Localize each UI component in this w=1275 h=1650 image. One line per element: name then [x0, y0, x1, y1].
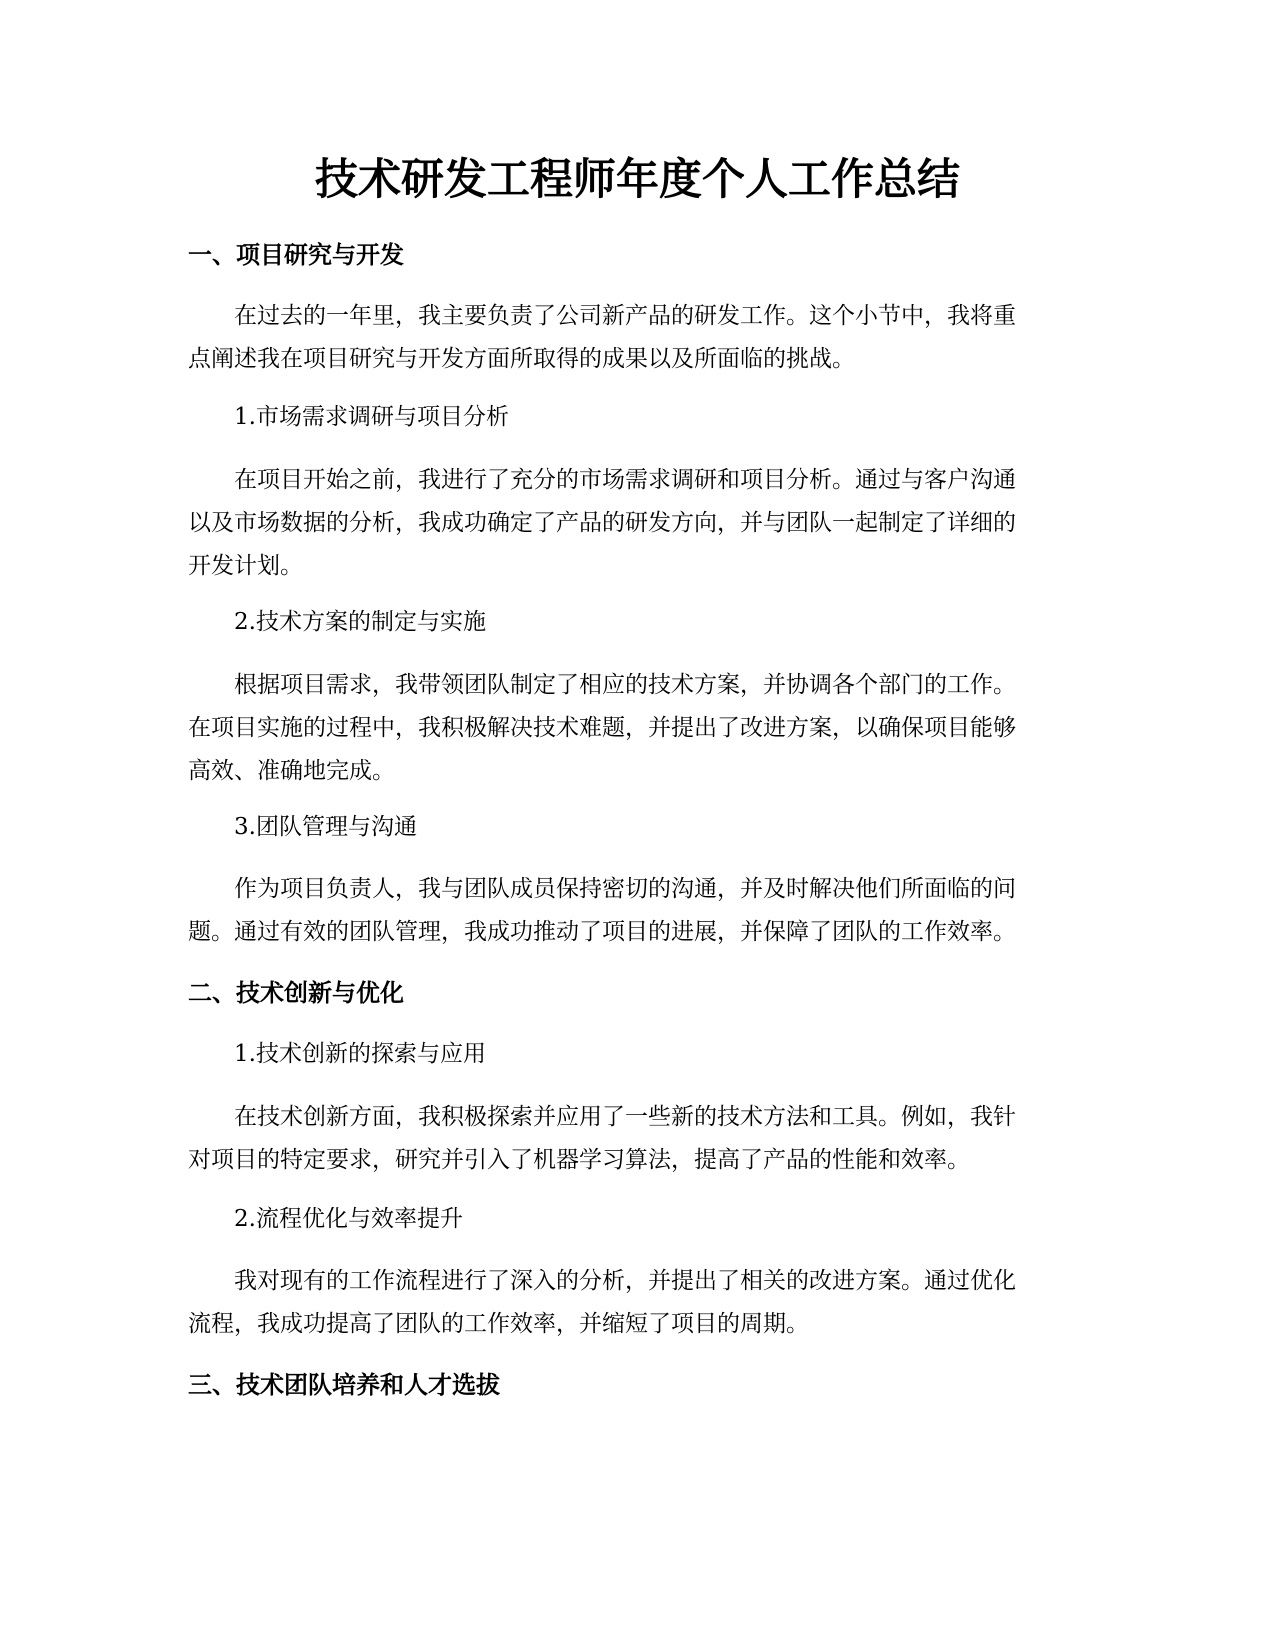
paragraph-line: 开发计划。 — [188, 553, 303, 579]
paragraph-line: 在过去的一年里，我主要负责了公司新产品的研发工作。这个小节中，我将重 — [234, 303, 1016, 329]
subsection-heading-1-1: 1.市场需求调研与项目分析 — [234, 404, 509, 430]
subsection-1-2-paragraph — [188, 664, 1088, 793]
section-heading-3: 三、技术团队培养和人才选拔 — [188, 1371, 500, 1399]
paragraph-line: 在技术创新方面，我积极探索并应用了一些新的技术方法和工具。例如，我针 — [234, 1104, 1016, 1130]
section-heading-1: 一、项目研究与开发 — [188, 241, 404, 269]
subsection-heading-1-2: 2.技术方案的制定与实施 — [234, 609, 486, 635]
subsection-1-1-paragraph — [188, 459, 1088, 588]
section-heading-2: 二、技术创新与优化 — [188, 979, 404, 1007]
subsection-heading-1-3: 3.团队管理与沟通 — [234, 814, 417, 840]
paragraph-line: 高效、准确地完成。 — [188, 758, 395, 784]
paragraph-line: 在项目开始之前，我进行了充分的市场需求调研和项目分析。通过与客户沟通 — [234, 467, 1016, 493]
paragraph-line: 对项目的特定要求，研究并引入了机器学习算法，提高了产品的性能和效率。 — [188, 1147, 970, 1173]
paragraph-line: 题。通过有效的团队管理，我成功推动了项目的进展，并保障了团队的工作效率。 — [188, 919, 1016, 945]
document-title: 技术研发工程师年度个人工作总结 — [315, 155, 960, 205]
paragraph-line: 点阐述我在项目研究与开发方面所取得的成果以及所面临的挑战。 — [188, 346, 855, 372]
paragraph-line: 我对现有的工作流程进行了深入的分析，并提出了相关的改进方案。通过优化 — [234, 1268, 1016, 1294]
subsection-1-3-paragraph — [188, 868, 1088, 954]
subsection-2-2-paragraph — [188, 1260, 1088, 1346]
section-1-intro — [188, 295, 1088, 381]
subsection-heading-2-1: 1.技术创新的探索与应用 — [234, 1041, 486, 1067]
subsection-2-1-paragraph — [188, 1096, 1088, 1182]
paragraph-line: 根据项目需求，我带领团队制定了相应的技术方案，并协调各个部门的工作。 — [234, 672, 1016, 698]
paragraph-line: 流程，我成功提高了团队的工作效率，并缩短了项目的周期。 — [188, 1311, 809, 1337]
paragraph-line: 以及市场数据的分析，我成功确定了产品的研发方向，并与团队一起制定了详细的 — [188, 510, 1016, 536]
paragraph-line: 在项目实施的过程中，我积极解决技术难题，并提出了改进方案，以确保项目能够 — [188, 715, 1016, 741]
subsection-heading-2-2: 2.流程优化与效率提升 — [234, 1206, 463, 1232]
paragraph-line: 作为项目负责人，我与团队成员保持密切的沟通，并及时解决他们所面临的问 — [234, 876, 1016, 902]
